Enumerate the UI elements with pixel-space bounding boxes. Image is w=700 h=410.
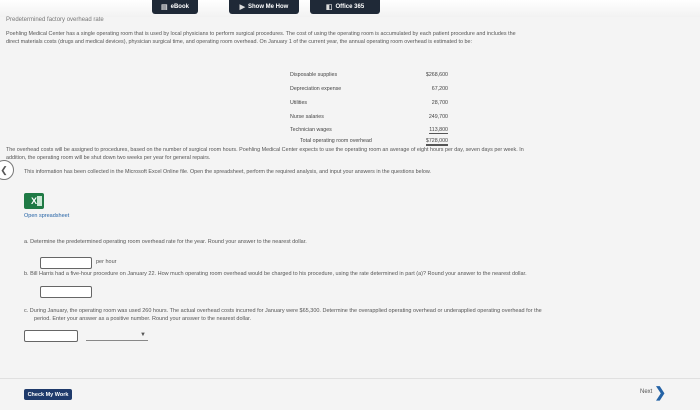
intro-line-2: direct materials costs (drugs and medical devices), physician surgical time, and operating room overhead. On January 1 of the current year, the annual operating room overhead is estimated to be: <box>6 39 472 45</box>
video-icon: ▶ <box>239 4 246 11</box>
check-my-work-button[interactable]: Check My Work <box>24 389 72 400</box>
intro-line-1: Poehling Medical Center has a single operating room that is used by local physicians to perform surgical procedures. The cost of using the operating room is accumulated by each patient procedure and includes the <box>6 31 516 37</box>
cost-value: 67,200 <box>431 86 448 92</box>
question-b: b. Bill Harris had a five-hour procedure on January 22. How much operating room overhead would be charged to his procedure, using the rate determined in part (a)? Round your answer to the nearest dollar. <box>24 271 527 277</box>
show-me-how-label: Show Me How <box>248 4 289 10</box>
cost-value: $268,600 <box>425 72 448 78</box>
question-c-line-2: period. Enter your answer as a positive number. Round your answer to the nearest dollar. <box>34 316 252 322</box>
office-label: Office 365 <box>335 4 365 10</box>
cost-row <box>290 86 448 94</box>
cost-label: Technician wages <box>290 127 332 133</box>
ebook-label: eBook <box>170 4 189 10</box>
total-label: Total operating room overhead <box>300 138 372 144</box>
open-spreadsheet-link[interactable]: Open spreadsheet <box>24 213 70 219</box>
question-c-line-1: c. During January, the operating room was used 260 hours. The actual overhead costs incurred for January were $65,300. Determine the overapplied operating overhead or underapplied operating overhead for the <box>24 308 542 314</box>
assignment-line-1: The overhead costs will be assigned to procedures, based on the number of surgical room hours. Poehling Medical Center expects to use the operating room an average of eight hours per day, seven days per week. In <box>6 147 524 153</box>
previous-arrow-button[interactable] <box>0 160 14 180</box>
question-a: a. Determine the predetermined operating room overhead rate for the year. Round your answer to the nearest dollar. <box>24 239 307 245</box>
cost-label: Nurse salaries <box>290 114 324 120</box>
cost-row <box>290 100 448 108</box>
office-icon: ◧ <box>325 4 333 11</box>
ebook-button[interactable] <box>152 0 198 14</box>
sheet-glyph <box>37 196 42 206</box>
total-row <box>290 138 448 146</box>
cost-label: Utilities <box>290 100 308 106</box>
chevron-right-icon: ❯ <box>654 384 667 400</box>
per-hour-unit: per hour <box>96 259 117 265</box>
excel-icon[interactable] <box>24 193 44 209</box>
divider <box>0 378 700 379</box>
show-me-how-button[interactable] <box>229 0 299 14</box>
chevron-down-icon: ▼ <box>140 332 146 338</box>
next-button[interactable] <box>640 384 667 400</box>
chevron-left-icon: ❮ <box>0 164 8 175</box>
next-label: Next <box>640 389 653 395</box>
overapplied-underapplied-select[interactable] <box>86 330 148 341</box>
cost-value: 28,700 <box>431 100 448 106</box>
top-toolbar <box>0 0 700 17</box>
cost-row <box>290 127 448 135</box>
answer-a-input[interactable] <box>40 257 92 269</box>
office-365-button[interactable] <box>310 0 380 14</box>
cost-value: 249,700 <box>428 114 448 120</box>
cost-row <box>290 114 448 122</box>
cost-label: Disposable supplies <box>290 72 338 78</box>
total-value: $728,000 <box>425 138 448 144</box>
cost-value: 113,800 <box>429 127 448 133</box>
book-icon: ▤ <box>161 4 168 11</box>
answer-b-input[interactable] <box>40 286 92 298</box>
page-title: Predetermined factory overhead rate <box>6 17 104 23</box>
info-line: This information has been collected in the Microsoft Excel Online file. Open the spreadsheet, perform the required analysis, and input your answers in the questions below. <box>24 169 431 175</box>
excel-icon-letter: X <box>30 196 37 206</box>
assignment-line-2: addition, the operating room will be shut down two weeks per year for general repairs. <box>6 155 211 161</box>
cost-label: Depreciation expense <box>290 86 342 92</box>
answer-c-input[interactable] <box>24 330 78 342</box>
cost-row <box>290 72 448 80</box>
